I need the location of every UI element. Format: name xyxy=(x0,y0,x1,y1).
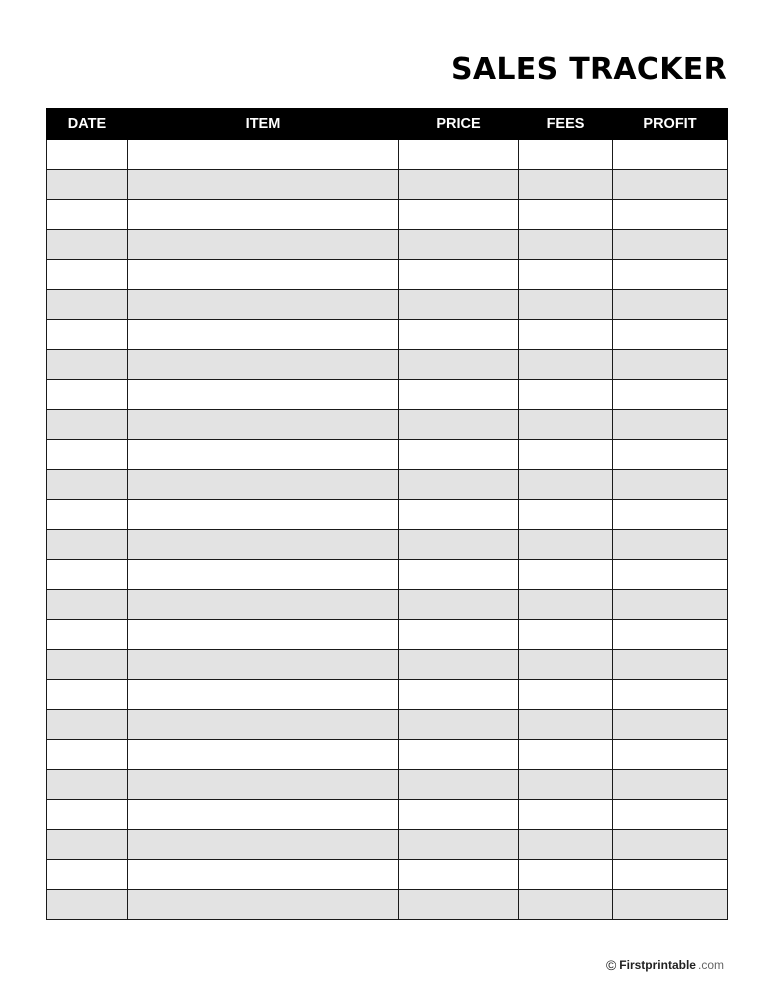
cell-item[interactable] xyxy=(128,440,399,470)
cell-profit[interactable] xyxy=(613,440,728,470)
cell-price[interactable] xyxy=(399,620,519,650)
cell-profit[interactable] xyxy=(613,620,728,650)
cell-date[interactable] xyxy=(47,740,128,770)
cell-fees[interactable] xyxy=(519,560,613,590)
table-row xyxy=(47,830,728,860)
cell-price[interactable] xyxy=(399,170,519,200)
table-row xyxy=(47,710,728,740)
cell-profit[interactable] xyxy=(613,860,728,890)
cell-fees[interactable] xyxy=(519,710,613,740)
cell-profit[interactable] xyxy=(613,290,728,320)
cell-price[interactable] xyxy=(399,290,519,320)
cell-date[interactable] xyxy=(47,440,128,470)
cell-price[interactable] xyxy=(399,770,519,800)
cell-date[interactable] xyxy=(47,560,128,590)
cell-item[interactable] xyxy=(128,650,399,680)
cell-price[interactable] xyxy=(399,530,519,560)
cell-fees[interactable] xyxy=(519,650,613,680)
column-header-item: ITEM xyxy=(128,109,399,140)
cell-profit[interactable] xyxy=(613,530,728,560)
cell-item[interactable] xyxy=(128,320,399,350)
cell-item[interactable] xyxy=(128,140,399,170)
table-row xyxy=(47,770,728,800)
cell-price[interactable] xyxy=(399,200,519,230)
table-row xyxy=(47,740,728,770)
cell-item[interactable] xyxy=(128,200,399,230)
cell-price[interactable] xyxy=(399,500,519,530)
cell-date[interactable] xyxy=(47,680,128,710)
footer-credit xyxy=(606,957,724,973)
cell-fees[interactable] xyxy=(519,200,613,230)
cell-fees[interactable] xyxy=(519,830,613,860)
cell-fees[interactable] xyxy=(519,380,613,410)
cell-item[interactable] xyxy=(128,470,399,500)
cell-date[interactable] xyxy=(47,860,128,890)
column-header-fees: FEES xyxy=(519,109,613,140)
table-row xyxy=(47,650,728,680)
cell-profit[interactable] xyxy=(613,590,728,620)
brand-name: Firstprintable xyxy=(619,958,696,972)
cell-profit[interactable] xyxy=(613,800,728,830)
cell-item[interactable] xyxy=(128,530,399,560)
cell-item[interactable] xyxy=(128,290,399,320)
table-row xyxy=(47,590,728,620)
cell-date[interactable] xyxy=(47,170,128,200)
cell-date[interactable] xyxy=(47,590,128,620)
table-row xyxy=(47,320,728,350)
cell-profit[interactable] xyxy=(613,140,728,170)
cell-item[interactable] xyxy=(128,710,399,740)
cell-date[interactable] xyxy=(47,500,128,530)
cell-price[interactable] xyxy=(399,410,519,440)
cell-item[interactable] xyxy=(128,680,399,710)
table-row xyxy=(47,350,728,380)
table-row xyxy=(47,500,728,530)
cell-price[interactable] xyxy=(399,740,519,770)
cell-profit[interactable] xyxy=(613,320,728,350)
cell-item[interactable] xyxy=(128,890,399,920)
cell-date[interactable] xyxy=(47,410,128,440)
cell-item[interactable] xyxy=(128,500,399,530)
cell-item[interactable] xyxy=(128,380,399,410)
column-header-date: DATE xyxy=(47,109,128,140)
cell-fees[interactable] xyxy=(519,410,613,440)
cell-date[interactable] xyxy=(47,380,128,410)
cell-date[interactable] xyxy=(47,890,128,920)
brand-domain: .com xyxy=(697,958,724,972)
cell-fees[interactable] xyxy=(519,800,613,830)
cell-profit[interactable] xyxy=(613,680,728,710)
table-row xyxy=(47,860,728,890)
cell-price[interactable] xyxy=(399,230,519,260)
cell-fees[interactable] xyxy=(519,500,613,530)
cell-fees[interactable] xyxy=(519,740,613,770)
cell-price[interactable] xyxy=(399,860,519,890)
cell-fees[interactable] xyxy=(519,620,613,650)
cell-item[interactable] xyxy=(128,230,399,260)
cell-fees[interactable] xyxy=(519,170,613,200)
table-row xyxy=(47,800,728,830)
cell-profit[interactable] xyxy=(613,230,728,260)
copyright-icon: © xyxy=(605,957,617,973)
cell-price[interactable] xyxy=(399,890,519,920)
cell-profit[interactable] xyxy=(613,830,728,860)
cell-item[interactable] xyxy=(128,170,399,200)
cell-date[interactable] xyxy=(47,470,128,500)
cell-price[interactable] xyxy=(399,380,519,410)
cell-date[interactable] xyxy=(47,320,128,350)
cell-price[interactable] xyxy=(399,710,519,740)
cell-profit[interactable] xyxy=(613,740,728,770)
cell-date[interactable] xyxy=(47,650,128,680)
cell-date[interactable] xyxy=(47,620,128,650)
table-row xyxy=(47,440,728,470)
cell-item[interactable] xyxy=(128,560,399,590)
table-row xyxy=(47,560,728,590)
cell-date[interactable] xyxy=(47,140,128,170)
table-row xyxy=(47,200,728,230)
cell-fees[interactable] xyxy=(519,590,613,620)
table-row xyxy=(47,410,728,440)
cell-date[interactable] xyxy=(47,290,128,320)
cell-date[interactable] xyxy=(47,350,128,380)
cell-date[interactable] xyxy=(47,830,128,860)
table-row xyxy=(47,530,728,560)
cell-item[interactable] xyxy=(128,800,399,830)
cell-price[interactable] xyxy=(399,680,519,710)
cell-fees[interactable] xyxy=(519,890,613,920)
cell-fees[interactable] xyxy=(519,860,613,890)
cell-date[interactable] xyxy=(47,230,128,260)
cell-item[interactable] xyxy=(128,260,399,290)
cell-profit[interactable] xyxy=(613,380,728,410)
cell-profit[interactable] xyxy=(613,470,728,500)
cell-profit[interactable] xyxy=(613,200,728,230)
cell-date[interactable] xyxy=(47,200,128,230)
cell-profit[interactable] xyxy=(613,500,728,530)
cell-item[interactable] xyxy=(128,410,399,440)
table-row xyxy=(47,290,728,320)
cell-item[interactable] xyxy=(128,860,399,890)
cell-item[interactable] xyxy=(128,740,399,770)
cell-item[interactable] xyxy=(128,620,399,650)
column-header-profit: PROFIT xyxy=(613,109,728,140)
cell-price[interactable] xyxy=(399,320,519,350)
table-row xyxy=(47,380,728,410)
cell-fees[interactable] xyxy=(519,230,613,260)
table-row xyxy=(47,680,728,710)
cell-date[interactable] xyxy=(47,710,128,740)
cell-fees[interactable] xyxy=(519,140,613,170)
cell-price[interactable] xyxy=(399,140,519,170)
cell-fees[interactable] xyxy=(519,290,613,320)
cell-fees[interactable] xyxy=(519,470,613,500)
cell-item[interactable] xyxy=(128,770,399,800)
cell-date[interactable] xyxy=(47,770,128,800)
cell-price[interactable] xyxy=(399,470,519,500)
cell-price[interactable] xyxy=(399,260,519,290)
cell-date[interactable] xyxy=(47,800,128,830)
table-row xyxy=(47,470,728,500)
cell-profit[interactable] xyxy=(613,260,728,290)
cell-item[interactable] xyxy=(128,350,399,380)
table-row xyxy=(47,230,728,260)
cell-price[interactable] xyxy=(399,800,519,830)
cell-date[interactable] xyxy=(47,260,128,290)
cell-date[interactable] xyxy=(47,530,128,560)
table-header-row xyxy=(47,109,728,140)
cell-price[interactable] xyxy=(399,560,519,590)
table-row xyxy=(47,170,728,200)
cell-item[interactable] xyxy=(128,830,399,860)
cell-item[interactable] xyxy=(128,590,399,620)
cell-price[interactable] xyxy=(399,590,519,620)
cell-fees[interactable] xyxy=(519,320,613,350)
table-row xyxy=(47,620,728,650)
cell-profit[interactable] xyxy=(613,560,728,590)
table-row xyxy=(47,890,728,920)
cell-fees[interactable] xyxy=(519,440,613,470)
cell-profit[interactable] xyxy=(613,710,728,740)
cell-price[interactable] xyxy=(399,650,519,680)
cell-profit[interactable] xyxy=(613,170,728,200)
cell-fees[interactable] xyxy=(519,350,613,380)
column-header-price: PRICE xyxy=(399,109,519,140)
sales-tracker-table xyxy=(46,108,728,920)
table-row xyxy=(47,140,728,170)
cell-profit[interactable] xyxy=(613,650,728,680)
cell-fees[interactable] xyxy=(519,770,613,800)
cell-profit[interactable] xyxy=(613,410,728,440)
cell-profit[interactable] xyxy=(613,770,728,800)
cell-fees[interactable] xyxy=(519,680,613,710)
cell-fees[interactable] xyxy=(519,530,613,560)
table-body xyxy=(47,140,728,920)
cell-profit[interactable] xyxy=(613,350,728,380)
cell-price[interactable] xyxy=(399,440,519,470)
cell-price[interactable] xyxy=(399,830,519,860)
cell-profit[interactable] xyxy=(613,890,728,920)
page-title: SALES TRACKER xyxy=(450,52,727,87)
table-row xyxy=(47,260,728,290)
cell-price[interactable] xyxy=(399,350,519,380)
cell-fees[interactable] xyxy=(519,260,613,290)
